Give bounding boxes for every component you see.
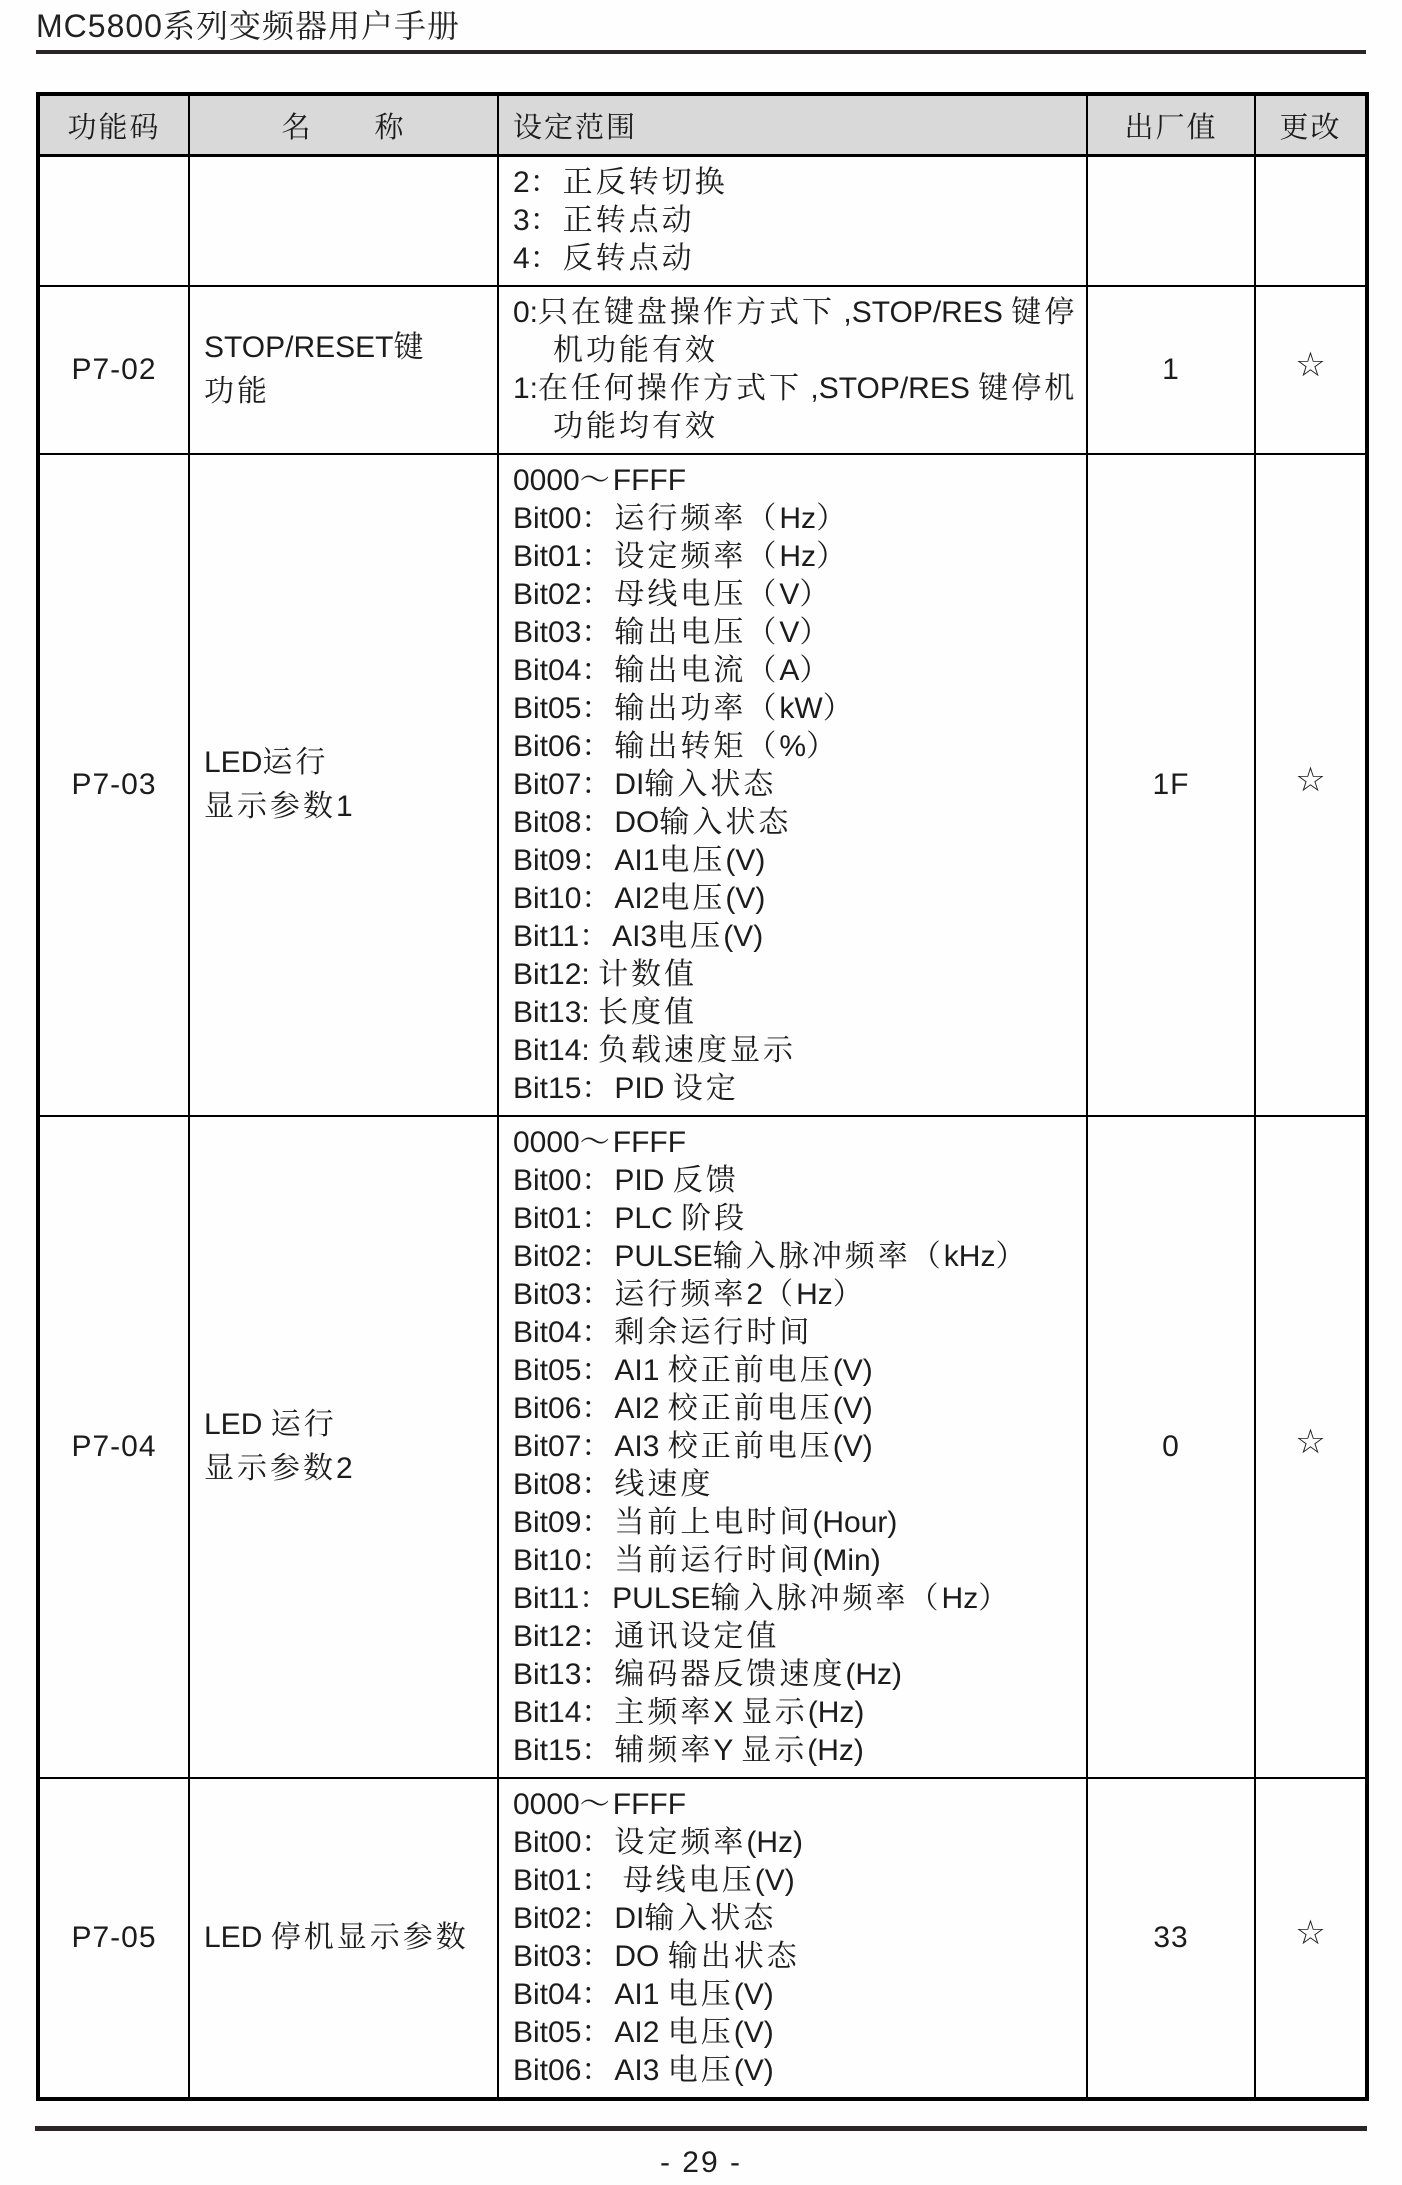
range-line: Bit11：AI3电压(V) bbox=[513, 920, 764, 953]
header-setting-range: 设定范围 bbox=[498, 94, 1087, 156]
range-line: Bit01：设定频率（Hz） bbox=[513, 540, 850, 573]
footer-rule bbox=[35, 2126, 1367, 2131]
cell-setting-range bbox=[498, 286, 1087, 454]
cell-change bbox=[1255, 1116, 1367, 1778]
range-line: Bit02：PULSE输入脉冲频率（kHz） bbox=[513, 1240, 1029, 1273]
cell-factory-value: 33 bbox=[1087, 1778, 1255, 2099]
cell-factory-value: 0 bbox=[1087, 1116, 1255, 1778]
cell-factory-value bbox=[1087, 156, 1255, 287]
cell-name bbox=[189, 1778, 498, 2099]
cell-setting-range bbox=[498, 1778, 1087, 2099]
header-change: 更改 bbox=[1255, 94, 1367, 156]
table-row bbox=[38, 286, 1367, 454]
table-row bbox=[38, 1778, 1367, 2099]
range-line: Bit11：PULSE输入脉冲频率（Hz） bbox=[513, 1582, 1012, 1615]
cell-change bbox=[1255, 1778, 1367, 2099]
range-line: Bit02：DI输入状态 bbox=[513, 1902, 777, 1935]
range-line: 机功能有效 bbox=[553, 334, 718, 367]
range-line: Bit09：AI1电压(V) bbox=[513, 844, 766, 877]
cell-function-code: P7-02 bbox=[38, 286, 189, 454]
cell-setting-range bbox=[498, 454, 1087, 1116]
range-line: Bit01：PLC 阶段 bbox=[513, 1202, 748, 1235]
cell-name bbox=[189, 286, 498, 454]
title-rule bbox=[36, 50, 1366, 54]
range-line: Bit09：当前上电时间(Hour) bbox=[513, 1506, 898, 1539]
range-line: Bit04：剩余运行时间 bbox=[513, 1316, 813, 1349]
range-line: 2：正反转切换 bbox=[513, 166, 728, 199]
cell-function-code: P7-05 bbox=[38, 1778, 189, 2099]
range-line: Bit05：AI1 校正前电压(V) bbox=[513, 1354, 873, 1387]
header-factory-value: 出厂值 bbox=[1087, 94, 1255, 156]
parameter-table bbox=[36, 92, 1369, 2101]
range-line: Bit02：母线电压（V） bbox=[513, 578, 833, 611]
range-line: Bit07：AI3 校正前电压(V) bbox=[513, 1430, 873, 1463]
range-line: Bit14：主频率X 显示(Hz) bbox=[513, 1696, 865, 1729]
cell-function-code: P7-03 bbox=[38, 454, 189, 1116]
range-line: Bit05：AI2 电压(V) bbox=[513, 2016, 774, 2049]
range-line: Bit14: 负载速度显示 bbox=[513, 1034, 797, 1067]
range-line: Bit03：DO 输出状态 bbox=[513, 1940, 800, 1973]
range-line: Bit00：运行频率（Hz） bbox=[513, 502, 850, 535]
range-line: Bit13：编码器反馈速度(Hz) bbox=[513, 1658, 903, 1691]
range-line: Bit08：线速度 bbox=[513, 1468, 714, 1501]
range-line: Bit05：输出功率（kW） bbox=[513, 692, 856, 725]
header-function-code: 功能码 bbox=[38, 94, 189, 156]
range-line: Bit06：输出转矩（%） bbox=[513, 730, 840, 763]
cell-factory-value: 1F bbox=[1087, 454, 1255, 1116]
star-icon: ☆ bbox=[1295, 761, 1326, 799]
range-line: 3：正转点动 bbox=[513, 204, 695, 237]
cell-change bbox=[1255, 286, 1367, 454]
range-line: 0:只在键盘操作方式下 ,STOP/RES 键停 bbox=[513, 296, 1078, 329]
range-line: Bit03：运行频率2（Hz） bbox=[513, 1278, 866, 1311]
range-line: Bit12：通讯设定值 bbox=[513, 1620, 780, 1653]
range-line: Bit04：AI1 电压(V) bbox=[513, 1978, 774, 2011]
cell-name bbox=[189, 1116, 498, 1778]
header-row bbox=[38, 94, 1367, 156]
table-row bbox=[38, 1116, 1367, 1778]
cell-change bbox=[1255, 156, 1367, 287]
name-line: LED运行 bbox=[204, 746, 329, 779]
range-line: Bit10：当前运行时间(Min) bbox=[513, 1544, 881, 1577]
cell-function-code bbox=[38, 156, 189, 287]
range-line: Bit07：DI输入状态 bbox=[513, 768, 777, 801]
name-line: LED 运行 bbox=[204, 1408, 337, 1441]
header-name: 名 称 bbox=[189, 94, 498, 156]
range-line: Bit04：输出电流（A） bbox=[513, 654, 833, 687]
name-line: 显示参数2 bbox=[204, 1452, 353, 1485]
table-row bbox=[38, 156, 1367, 287]
cell-name bbox=[189, 454, 498, 1116]
range-line: 1:在任何操作方式下 ,STOP/RES 键停机 bbox=[513, 372, 1078, 405]
star-icon: ☆ bbox=[1295, 346, 1326, 384]
range-line: Bit08：DO输入状态 bbox=[513, 806, 792, 839]
cell-setting-range bbox=[498, 1116, 1087, 1778]
range-line: 功能均有效 bbox=[553, 410, 718, 443]
range-line: Bit01： 母线电压(V) bbox=[513, 1864, 795, 1897]
name-line: 显示参数1 bbox=[204, 790, 353, 823]
range-line: 0000～FFFF bbox=[513, 1788, 687, 1821]
range-line: Bit00：PID 反馈 bbox=[513, 1164, 739, 1197]
range-line: Bit13: 长度值 bbox=[513, 996, 698, 1029]
name-line: 功能 bbox=[204, 375, 270, 408]
cell-change bbox=[1255, 454, 1367, 1116]
range-line: Bit15：PID 设定 bbox=[513, 1072, 739, 1105]
star-icon: ☆ bbox=[1295, 1914, 1326, 1952]
name-line: STOP/RESET键 bbox=[204, 331, 427, 364]
range-line: Bit03：输出电压（V） bbox=[513, 616, 833, 649]
range-line: Bit00：设定频率(Hz) bbox=[513, 1826, 804, 1859]
range-line: Bit12: 计数值 bbox=[513, 958, 698, 991]
table-body bbox=[38, 156, 1367, 2100]
range-line: Bit06：AI2 校正前电压(V) bbox=[513, 1392, 873, 1425]
range-line: 0000～FFFF bbox=[513, 464, 687, 497]
cell-name bbox=[189, 156, 498, 287]
cell-factory-value: 1 bbox=[1087, 286, 1255, 454]
range-line: 0000～FFFF bbox=[513, 1126, 687, 1159]
range-line: Bit15：辅频率Y 显示(Hz) bbox=[513, 1734, 864, 1767]
cell-function-code: P7-04 bbox=[38, 1116, 189, 1778]
table-row bbox=[38, 454, 1367, 1116]
page-number: - 29 - bbox=[659, 2146, 743, 2179]
cell-setting-range bbox=[498, 156, 1087, 287]
name-line: LED 停机显示参数 bbox=[204, 1921, 469, 1954]
range-line: Bit10：AI2电压(V) bbox=[513, 882, 766, 915]
range-line: Bit06：AI3 电压(V) bbox=[513, 2054, 774, 2087]
range-line: 4：反转点动 bbox=[513, 242, 695, 275]
page-title: MC5800系列变频器用户手册 bbox=[36, 8, 460, 44]
star-icon: ☆ bbox=[1295, 1423, 1326, 1461]
